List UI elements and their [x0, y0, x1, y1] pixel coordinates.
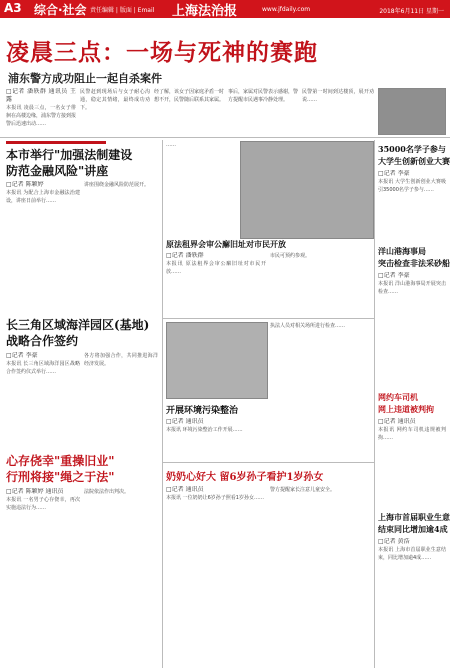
main-headline: 凌晨三点：一场与死神的赛跑 — [6, 40, 318, 66]
s8-title-line1: 洋山港海事局 — [378, 246, 426, 256]
s6-text-col1: □记者 通讯员 本报讯 一位奶奶让6岁孙子照看1岁孙女…… — [166, 486, 264, 501]
s1-text-col2: 讲座围绕金融风险防范展开。 — [84, 182, 150, 188]
lead-text-col4: 事后，家属对民警表示感谢，警方提醒市民遇事冷静处理。 — [228, 89, 298, 103]
divider-center — [163, 318, 374, 319]
s2-title-line2: 战略合作签约 — [6, 334, 79, 348]
s7-title-line2: 大学生创新创业大赛 — [378, 156, 450, 166]
s5-text-col2: 执法人员对相关场所进行检查…… — [270, 323, 346, 329]
divider-1 — [0, 137, 450, 138]
s4-photo — [240, 141, 374, 239]
s2-text-col1: □记者 李豪 本报讯 长三角区域海洋园区战略合作签约仪式举行…… — [6, 352, 80, 375]
s2-title-line1: 长三角区域海洋园区(基地) — [6, 318, 150, 332]
page-number: A3 — [4, 1, 22, 15]
s3-title-line1: 心存侥幸"重操旧业" — [6, 454, 115, 468]
s1-bar — [6, 141, 106, 144]
s3-text-col1: □记者 陈颖婷 通讯员 本报讯 一名男子心存侥幸，再次实施违法行为…… — [6, 488, 80, 511]
vline-right — [374, 140, 375, 668]
s7-title-line1: 35000名学子参与 — [378, 144, 446, 154]
s6-text-col2: 警方提醒家长注意儿童安全。 — [270, 487, 336, 493]
s2-text-col2: 各方将加强合作，共同推进海洋经济发展。 — [84, 353, 158, 367]
s10-text: □记者 黄浩 本报讯 上海市首届职业生意结束，同比增加逾4成…… — [378, 538, 446, 561]
editor-meta: 责任编辑 | 版面 | Email — [90, 7, 155, 14]
center-text-col1: …… — [166, 142, 176, 148]
s4-title: 原法租界会审公廨旧址对市民开放 — [166, 239, 286, 249]
s5-photo — [166, 322, 268, 399]
site-url: www.jfdaily.com — [262, 6, 311, 13]
s3-title-line2: 行刑将接"绳之于法" — [6, 470, 115, 484]
vline-left — [162, 140, 163, 668]
s1-title-line1: 本市举行"加强法制建设 — [6, 148, 133, 162]
lead-text-col1: □记者 潘轶群 通讯员 王露 本报讯 凌晨三点，一名女子徘徊在高楼边缘，浦东警方接到报警后迅速出动…… — [6, 88, 76, 127]
lead-text-col3: 经了解，该女子因家庭矛盾一时想不开，民警随后联系其家属。 — [154, 89, 224, 103]
s1-title-line2: 防范金融风险"讲座 — [6, 164, 109, 178]
divider-center-2 — [163, 462, 374, 463]
s7-text: □记者 李豪 本报讯 大学生创新创业大赛吸引35000名学子参与…… — [378, 170, 446, 193]
s1-text-col1: □记者 陈颖婷 本报讯 为配合上海市金融法治建设，讲座日前举行…… — [6, 181, 80, 204]
newspaper-logo: 上海法治报 — [172, 4, 238, 19]
s3-text-col2: 法院依法作出判决。 — [84, 489, 130, 495]
s9-title-line1: 网约车司机 — [378, 392, 418, 402]
lead-text-col5: 民警第一时间到达楼顶，展开劝说…… — [302, 89, 374, 103]
issue-date: 2018年6月11日 星期一 — [379, 8, 444, 15]
s8-title-line2: 突击检查非法采砂船 — [378, 258, 450, 268]
main-subhead: 浦东警方成功阻止一起自杀案件 — [8, 72, 162, 85]
s10-title-line2: 结束同比增加逾4成 — [378, 524, 448, 534]
lead-text-col2: 民警赶到现场后与女子耐心沟通，稳定其情绪，最终成功劝下。 — [80, 89, 150, 111]
s9-text: □记者 通讯员 本报讯 网约车司机违规被判拘…… — [378, 418, 446, 441]
page-header — [0, 0, 450, 18]
section-name: 综合·社会 — [34, 3, 87, 17]
s6-title: 奶奶心好大 留6岁孙子看护1岁孙女 — [166, 472, 324, 483]
s9-title-line2: 网上违道被判拘 — [378, 404, 434, 414]
s10-title-line1: 上海市首届职业生意 — [378, 512, 450, 522]
lead-photo — [378, 88, 446, 135]
s4-text-col2: 市民可预约参观。 — [270, 253, 311, 259]
s8-text: □记者 李豪 本报讯 洋山港海事局开展突击检查…… — [378, 272, 446, 295]
s5-title: 开展环境污染整治 — [166, 406, 239, 416]
s5-text-col1: □记者 通讯员 本报讯 环境污染整治工作开展…… — [166, 418, 243, 433]
s4-text-col1: □记者 潘轶群 本报讯 原法租界会审公廨旧址对市民开放…… — [166, 252, 266, 275]
